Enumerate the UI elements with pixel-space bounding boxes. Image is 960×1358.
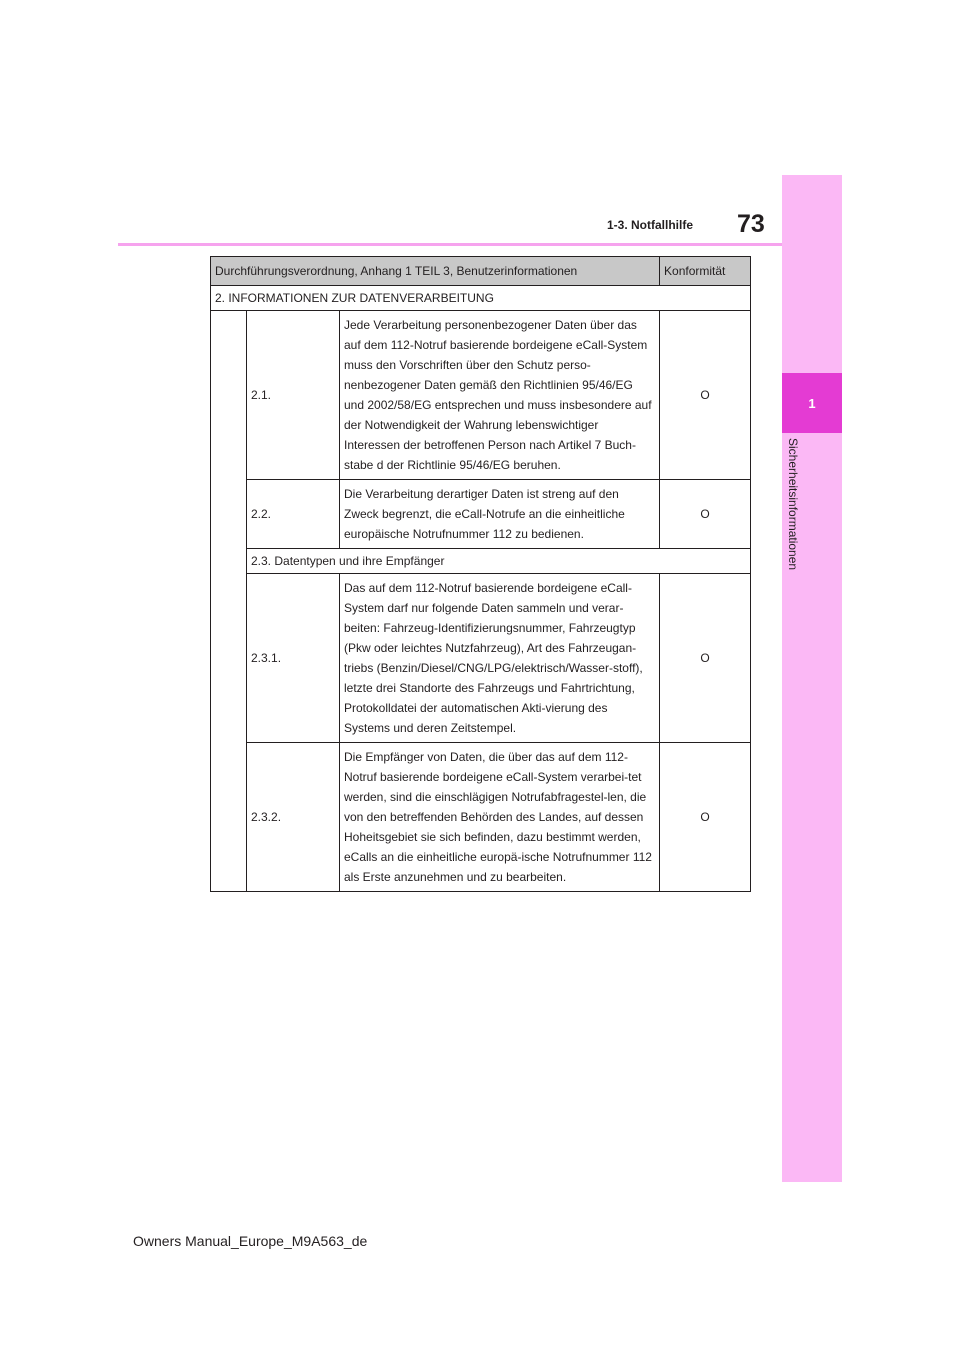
row-text: Die Verarbeitung derartiger Daten ist streng auf den Zweck begrenzt, die eCall-Notrufe an die einheitliche europäische Notrufnummer 112 zu bedienen. <box>340 480 660 549</box>
row-conformity: O <box>660 311 751 480</box>
regulation-table <box>210 256 751 892</box>
table-header-row <box>211 257 751 286</box>
table-row <box>211 480 751 549</box>
row-conformity: O <box>660 743 751 892</box>
row-text: Das auf dem 112-Notruf basierende bordeigene eCall-System darf nur folgende Daten sammeln und verar-beiten: Fahrzeug-Identifizierungsnummer, Fahrzeugtyp (Pkw oder leichtes Nutzfahrzeug), Art des Fahrzeugan-triebs (Benzin/Diesel/CNG/LPG/elektrisch/Wasser-stoff), letzte drei Standorte des Fahrzeugs und Fahrtrichtung, Protokolldatei der automatischen Akti-vierung des Systems und deren Zeitstempel. <box>340 574 660 743</box>
col-header-conformity: Konformität <box>660 257 751 286</box>
indent-cell <box>211 311 247 892</box>
table-row <box>211 574 751 743</box>
subsection-row <box>211 549 751 574</box>
chapter-side-tab <box>782 175 842 1182</box>
chapter-number-tab[interactable]: 1 <box>782 373 842 433</box>
subsection-heading: 2.3. Datentypen und ihre Empfänger <box>247 549 751 574</box>
section-heading: 2. INFORMATIONEN ZUR DATENVERARBEITUNG <box>211 286 751 311</box>
page-number: 73 <box>737 210 765 238</box>
chapter-side-label: Sicherheitsinformationen <box>786 438 800 571</box>
row-conformity: O <box>660 480 751 549</box>
row-number: 2.3.1. <box>247 574 340 743</box>
section-title: 1-3. Notfallhilfe <box>607 218 694 232</box>
row-conformity: O <box>660 574 751 743</box>
footer-document-id: Owners Manual_Europe_M9A563_de <box>133 1233 368 1249</box>
section-row <box>211 286 751 311</box>
table-row <box>211 743 751 892</box>
row-number: 2.2. <box>247 480 340 549</box>
row-number: 2.3.2. <box>247 743 340 892</box>
header-rule <box>118 243 782 246</box>
table-row <box>211 311 751 480</box>
row-number: 2.1. <box>247 311 340 480</box>
row-text: Jede Verarbeitung personenbezogener Daten über das auf dem 112-Notruf basierende bordeigene eCall-System muss den Vorschriften über den Schutz perso-nenbezogener Daten gemäß den Richtlinien 95/46/EG und 2002/58/EG entsprechen und muss insbesondere auf der Notwendigkeit der Wahrung lebenswichtiger Interessen der betroffenen Person nach Artikel 7 Buch-stabe d der Richtlinie 95/46/EG beruhen. <box>340 311 660 480</box>
row-text: Die Empfänger von Daten, die über das auf dem 112-Notruf basierende bordeigene eCall-System verarbei-tet werden, sind die einschlägigen Notrufabfragestel-len, die von den betreffenden Behörden des Landes, auf dessen Hoheitsgebiet sie sich befinden, dazu bestimmt werden, eCalls an die einheitliche europä-ische Notrufnummer 112 als Erste anzunehmen und zu bearbeiten. <box>340 743 660 892</box>
col-header-regulation: Durchführungsverordnung, Anhang 1 TEIL 3, Benutzerinformationen <box>211 257 660 286</box>
